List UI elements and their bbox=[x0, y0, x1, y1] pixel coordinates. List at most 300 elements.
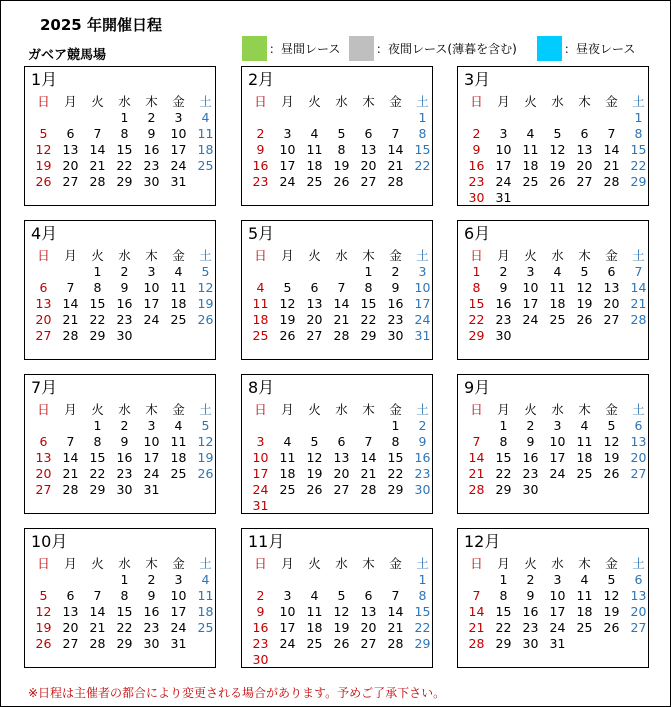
day-cell bbox=[57, 264, 84, 280]
day-cell: 9 bbox=[418, 434, 427, 449]
day-cell: 21 bbox=[468, 466, 485, 481]
day-cell: 29 bbox=[495, 482, 512, 497]
weekday-label: 木 bbox=[578, 556, 591, 571]
weekday-label: 金 bbox=[172, 94, 185, 109]
day-cell: 17 bbox=[279, 158, 296, 173]
day-cell: 12 bbox=[576, 280, 593, 295]
day-cell: 18 bbox=[306, 158, 323, 173]
month-grid bbox=[463, 248, 652, 344]
day-cell: 30 bbox=[522, 482, 539, 497]
day-cell: 16 bbox=[143, 142, 160, 157]
day-cell: 19 bbox=[279, 312, 296, 327]
weekday-header bbox=[30, 248, 219, 264]
day-cell: 24 bbox=[279, 636, 296, 651]
day-cell: 28 bbox=[62, 482, 79, 497]
weekday-label: 木 bbox=[362, 402, 375, 417]
week-row bbox=[247, 652, 436, 668]
day-cell: 13 bbox=[333, 450, 350, 465]
month-grid bbox=[247, 556, 436, 668]
day-cell: 25 bbox=[279, 482, 296, 497]
month-title: 12月 bbox=[464, 532, 501, 551]
week-row bbox=[247, 142, 436, 158]
weekday-label: 木 bbox=[578, 402, 591, 417]
day-cell: 20 bbox=[630, 604, 647, 619]
day-cell: 19 bbox=[576, 296, 593, 311]
day-cell: 8 bbox=[120, 126, 129, 141]
day-cell: 16 bbox=[252, 158, 269, 173]
day-cell bbox=[192, 482, 219, 498]
day-cell: 2 bbox=[256, 588, 265, 603]
day-cell: 26 bbox=[306, 482, 323, 497]
day-cell bbox=[328, 652, 355, 668]
week-row bbox=[30, 466, 219, 482]
day-cell: 19 bbox=[197, 450, 214, 465]
day-cell: 7 bbox=[337, 280, 346, 295]
day-cell: 13 bbox=[62, 604, 79, 619]
week-row bbox=[247, 174, 436, 190]
day-cell: 17 bbox=[143, 450, 160, 465]
day-cell: 16 bbox=[387, 296, 404, 311]
week-row bbox=[463, 482, 652, 498]
day-cell: 27 bbox=[333, 482, 350, 497]
day-cell: 29 bbox=[387, 482, 404, 497]
day-cell: 26 bbox=[197, 466, 214, 481]
month-block bbox=[241, 374, 433, 514]
day-cell bbox=[625, 190, 652, 206]
day-cell: 10 bbox=[414, 280, 431, 295]
day-cell bbox=[84, 572, 111, 588]
weekday-label: 月 bbox=[64, 94, 77, 109]
day-cell: 13 bbox=[360, 142, 377, 157]
week-row bbox=[463, 434, 652, 450]
day-cell: 24 bbox=[549, 466, 566, 481]
day-cell: 14 bbox=[468, 450, 485, 465]
weekday-label: 金 bbox=[172, 556, 185, 571]
day-cell: 5 bbox=[201, 418, 210, 433]
day-cell: 8 bbox=[93, 434, 102, 449]
day-cell: 13 bbox=[630, 434, 647, 449]
month-title: 8月 bbox=[248, 378, 275, 397]
day-cell: 2 bbox=[526, 572, 535, 587]
day-cell: 2 bbox=[120, 418, 129, 433]
month-grid bbox=[30, 94, 219, 190]
week-row bbox=[30, 636, 219, 652]
day-cell: 28 bbox=[360, 482, 377, 497]
legend-swatch-daynight bbox=[537, 36, 562, 61]
day-cell: 11 bbox=[522, 142, 539, 157]
weekday-label: 月 bbox=[64, 248, 77, 263]
day-cell: 2 bbox=[472, 126, 481, 141]
day-cell: 26 bbox=[333, 636, 350, 651]
day-cell: 20 bbox=[35, 312, 52, 327]
weekday-header bbox=[30, 402, 219, 418]
day-cell: 17 bbox=[170, 142, 187, 157]
legend-swatch-night bbox=[349, 36, 374, 61]
day-cell: 12 bbox=[603, 588, 620, 603]
day-cell: 20 bbox=[630, 450, 647, 465]
weekday-label: 月 bbox=[281, 94, 294, 109]
day-cell bbox=[409, 652, 436, 668]
day-cell: 1 bbox=[499, 572, 508, 587]
day-cell: 25 bbox=[197, 158, 214, 173]
day-cell: 9 bbox=[526, 588, 535, 603]
weekday-label: 日 bbox=[470, 556, 483, 571]
day-cell: 15 bbox=[360, 296, 377, 311]
month-title: 9月 bbox=[464, 378, 491, 397]
day-cell: 12 bbox=[197, 280, 214, 295]
day-cell: 23 bbox=[116, 312, 133, 327]
day-cell: 6 bbox=[337, 434, 346, 449]
day-cell bbox=[247, 110, 274, 126]
day-cell: 27 bbox=[306, 328, 323, 343]
weekday-label: 木 bbox=[362, 94, 375, 109]
week-row bbox=[247, 636, 436, 652]
day-cell: 21 bbox=[62, 312, 79, 327]
weekday-label: 金 bbox=[389, 248, 402, 263]
footnote: ※日程は主催者の都合により変更される場合があります。予めご了承下さい。 bbox=[28, 686, 446, 700]
day-cell: 23 bbox=[522, 620, 539, 635]
day-cell: 21 bbox=[360, 466, 377, 481]
day-cell: 5 bbox=[553, 126, 562, 141]
day-cell: 5 bbox=[337, 126, 346, 141]
day-cell: 27 bbox=[62, 636, 79, 651]
day-cell: 22 bbox=[89, 312, 106, 327]
day-cell: 14 bbox=[333, 296, 350, 311]
day-cell: 15 bbox=[495, 450, 512, 465]
day-cell: 30 bbox=[116, 328, 133, 343]
week-row bbox=[30, 604, 219, 620]
week-row bbox=[30, 280, 219, 296]
day-cell: 19 bbox=[333, 158, 350, 173]
day-cell: 11 bbox=[306, 142, 323, 157]
day-cell: 11 bbox=[576, 588, 593, 603]
day-cell: 7 bbox=[472, 434, 481, 449]
weekday-label: 土 bbox=[416, 248, 429, 263]
day-cell: 2 bbox=[147, 110, 156, 125]
week-row bbox=[247, 110, 436, 126]
day-cell: 20 bbox=[35, 466, 52, 481]
day-cell bbox=[409, 174, 436, 190]
day-cell: 3 bbox=[147, 264, 156, 279]
day-cell: 22 bbox=[116, 620, 133, 635]
day-cell: 23 bbox=[414, 466, 431, 481]
day-cell: 6 bbox=[66, 126, 75, 141]
weekday-label: 火 bbox=[308, 248, 321, 263]
day-cell bbox=[598, 328, 625, 344]
day-cell: 10 bbox=[495, 142, 512, 157]
weekday-label: 水 bbox=[335, 556, 348, 571]
day-cell: 9 bbox=[472, 142, 481, 157]
day-cell bbox=[274, 652, 301, 668]
day-cell bbox=[625, 328, 652, 344]
week-row bbox=[463, 158, 652, 174]
weekday-label: 火 bbox=[308, 556, 321, 571]
day-cell: 23 bbox=[468, 174, 485, 189]
weekday-header bbox=[463, 94, 652, 110]
day-cell: 30 bbox=[387, 328, 404, 343]
day-cell: 23 bbox=[116, 466, 133, 481]
day-cell: 26 bbox=[35, 636, 52, 651]
week-row bbox=[463, 312, 652, 328]
day-cell bbox=[355, 572, 382, 588]
day-cell: 5 bbox=[607, 418, 616, 433]
day-cell bbox=[598, 190, 625, 206]
day-cell bbox=[598, 482, 625, 498]
day-cell: 2 bbox=[120, 264, 129, 279]
day-cell: 25 bbox=[197, 620, 214, 635]
day-cell: 14 bbox=[603, 142, 620, 157]
day-cell: 14 bbox=[468, 604, 485, 619]
day-cell: 27 bbox=[576, 174, 593, 189]
day-cell: 1 bbox=[418, 110, 427, 125]
day-cell: 14 bbox=[387, 604, 404, 619]
day-cell: 6 bbox=[607, 264, 616, 279]
day-cell: 8 bbox=[337, 142, 346, 157]
day-cell: 28 bbox=[603, 174, 620, 189]
day-cell: 11 bbox=[306, 604, 323, 619]
day-cell: 14 bbox=[62, 450, 79, 465]
month-grid bbox=[30, 248, 219, 344]
legend-label: ：昼間レース bbox=[269, 42, 341, 56]
day-cell: 13 bbox=[62, 142, 79, 157]
week-row bbox=[30, 572, 219, 588]
day-cell: 1 bbox=[634, 110, 643, 125]
day-cell: 3 bbox=[418, 264, 427, 279]
day-cell: 8 bbox=[499, 588, 508, 603]
weekday-label: 土 bbox=[199, 402, 212, 417]
day-cell: 7 bbox=[472, 588, 481, 603]
day-cell: 27 bbox=[35, 482, 52, 497]
day-cell: 3 bbox=[147, 418, 156, 433]
day-cell: 14 bbox=[360, 450, 377, 465]
day-cell: 4 bbox=[201, 572, 210, 587]
day-cell: 28 bbox=[630, 312, 647, 327]
month-block bbox=[24, 374, 216, 514]
day-cell bbox=[57, 110, 84, 126]
weekday-label: 日 bbox=[470, 248, 483, 263]
month-title: 7月 bbox=[31, 378, 58, 397]
week-row bbox=[463, 604, 652, 620]
day-cell bbox=[463, 418, 490, 434]
month-grid bbox=[247, 402, 436, 514]
day-cell: 21 bbox=[387, 158, 404, 173]
day-cell: 3 bbox=[499, 126, 508, 141]
day-cell: 30 bbox=[522, 636, 539, 651]
week-row bbox=[30, 450, 219, 466]
day-cell: 23 bbox=[522, 466, 539, 481]
weekday-label: 水 bbox=[551, 556, 564, 571]
day-cell: 6 bbox=[39, 280, 48, 295]
day-cell: 3 bbox=[256, 434, 265, 449]
day-cell: 18 bbox=[170, 296, 187, 311]
day-cell: 30 bbox=[414, 482, 431, 497]
weekday-label: 木 bbox=[145, 94, 158, 109]
week-row bbox=[30, 588, 219, 604]
day-cell: 18 bbox=[279, 466, 296, 481]
month-title: 1月 bbox=[31, 70, 58, 89]
day-cell: 8 bbox=[634, 126, 643, 141]
day-cell: 16 bbox=[468, 158, 485, 173]
day-cell: 6 bbox=[66, 588, 75, 603]
day-cell: 2 bbox=[526, 418, 535, 433]
day-cell: 30 bbox=[143, 636, 160, 651]
day-cell: 2 bbox=[418, 418, 427, 433]
week-row bbox=[247, 498, 436, 514]
day-cell: 25 bbox=[306, 174, 323, 189]
day-cell: 6 bbox=[39, 434, 48, 449]
day-cell: 16 bbox=[522, 450, 539, 465]
weekday-label: 木 bbox=[145, 248, 158, 263]
day-cell: 24 bbox=[143, 466, 160, 481]
day-cell: 13 bbox=[360, 604, 377, 619]
day-cell bbox=[409, 498, 436, 514]
day-cell: 6 bbox=[364, 588, 373, 603]
weekday-label: 木 bbox=[362, 248, 375, 263]
day-cell: 8 bbox=[391, 434, 400, 449]
weekday-header bbox=[247, 248, 436, 264]
weekday-label: 金 bbox=[389, 94, 402, 109]
day-cell: 19 bbox=[603, 450, 620, 465]
day-cell bbox=[301, 572, 328, 588]
weekday-label: 火 bbox=[308, 94, 321, 109]
day-cell: 22 bbox=[468, 312, 485, 327]
day-cell bbox=[517, 110, 544, 126]
day-cell: 24 bbox=[170, 158, 187, 173]
day-cell: 12 bbox=[279, 296, 296, 311]
day-cell: 7 bbox=[66, 434, 75, 449]
weekday-label: 金 bbox=[605, 402, 618, 417]
month-grid bbox=[463, 556, 652, 652]
weekday-label: 水 bbox=[335, 94, 348, 109]
day-cell: 4 bbox=[580, 418, 589, 433]
day-cell bbox=[192, 636, 219, 652]
month-grid bbox=[463, 402, 652, 498]
week-row bbox=[30, 142, 219, 158]
day-cell: 16 bbox=[522, 604, 539, 619]
day-cell: 5 bbox=[310, 434, 319, 449]
week-row bbox=[247, 450, 436, 466]
day-cell bbox=[274, 498, 301, 514]
day-cell: 26 bbox=[603, 620, 620, 635]
legend-swatch-day bbox=[242, 36, 267, 61]
day-cell: 31 bbox=[170, 636, 187, 651]
day-cell: 18 bbox=[306, 620, 323, 635]
day-cell bbox=[192, 328, 219, 344]
day-cell: 10 bbox=[143, 434, 160, 449]
day-cell: 16 bbox=[143, 604, 160, 619]
day-cell: 23 bbox=[252, 174, 269, 189]
weekday-label: 土 bbox=[416, 556, 429, 571]
week-row bbox=[247, 126, 436, 142]
day-cell: 29 bbox=[414, 636, 431, 651]
weekday-label: 木 bbox=[145, 556, 158, 571]
day-cell: 7 bbox=[607, 126, 616, 141]
day-cell: 3 bbox=[283, 588, 292, 603]
day-cell: 30 bbox=[116, 482, 133, 497]
weekday-label: 水 bbox=[551, 248, 564, 263]
day-cell: 24 bbox=[279, 174, 296, 189]
day-cell: 22 bbox=[387, 466, 404, 481]
day-cell: 2 bbox=[499, 264, 508, 279]
day-cell: 11 bbox=[170, 434, 187, 449]
day-cell: 12 bbox=[35, 604, 52, 619]
month-block bbox=[457, 528, 649, 668]
week-row bbox=[463, 110, 652, 126]
day-cell: 4 bbox=[310, 588, 319, 603]
day-cell: 25 bbox=[522, 174, 539, 189]
day-cell bbox=[463, 572, 490, 588]
week-row bbox=[463, 328, 652, 344]
day-cell: 17 bbox=[495, 158, 512, 173]
day-cell: 18 bbox=[197, 604, 214, 619]
weekday-label: 月 bbox=[64, 556, 77, 571]
day-cell: 27 bbox=[630, 466, 647, 481]
day-cell: 10 bbox=[279, 604, 296, 619]
weekday-label: 土 bbox=[199, 556, 212, 571]
week-row bbox=[247, 572, 436, 588]
day-cell: 28 bbox=[387, 636, 404, 651]
week-row bbox=[30, 296, 219, 312]
day-cell: 27 bbox=[630, 620, 647, 635]
day-cell: 15 bbox=[89, 296, 106, 311]
weekday-label: 火 bbox=[308, 402, 321, 417]
day-cell: 19 bbox=[35, 158, 52, 173]
day-cell bbox=[84, 110, 111, 126]
day-cell: 31 bbox=[495, 190, 512, 205]
month-block bbox=[24, 220, 216, 360]
day-cell: 6 bbox=[310, 280, 319, 295]
weekday-label: 日 bbox=[254, 94, 267, 109]
day-cell: 8 bbox=[499, 434, 508, 449]
weekday-label: 金 bbox=[605, 248, 618, 263]
day-cell: 7 bbox=[364, 434, 373, 449]
day-cell: 1 bbox=[120, 110, 129, 125]
day-cell: 11 bbox=[197, 588, 214, 603]
weekday-label: 水 bbox=[118, 402, 131, 417]
day-cell: 27 bbox=[360, 636, 377, 651]
day-cell: 24 bbox=[414, 312, 431, 327]
day-cell bbox=[328, 498, 355, 514]
day-cell: 22 bbox=[116, 158, 133, 173]
day-cell bbox=[247, 264, 274, 280]
day-cell: 11 bbox=[279, 450, 296, 465]
week-row bbox=[30, 418, 219, 434]
day-cell: 3 bbox=[553, 418, 562, 433]
weekday-label: 月 bbox=[497, 248, 510, 263]
day-cell bbox=[192, 174, 219, 190]
day-cell: 10 bbox=[143, 280, 160, 295]
day-cell: 22 bbox=[495, 620, 512, 635]
day-cell: 17 bbox=[414, 296, 431, 311]
weekday-label: 火 bbox=[524, 248, 537, 263]
day-cell: 1 bbox=[120, 572, 129, 587]
weekday-label: 火 bbox=[91, 402, 104, 417]
day-cell: 17 bbox=[143, 296, 160, 311]
day-cell bbox=[301, 110, 328, 126]
day-cell bbox=[274, 418, 301, 434]
day-cell bbox=[463, 110, 490, 126]
day-cell: 15 bbox=[414, 604, 431, 619]
week-row bbox=[463, 450, 652, 466]
day-cell: 20 bbox=[576, 158, 593, 173]
day-cell: 7 bbox=[66, 280, 75, 295]
day-cell: 31 bbox=[170, 174, 187, 189]
week-row bbox=[247, 482, 436, 498]
day-cell bbox=[30, 572, 57, 588]
weekday-label: 土 bbox=[632, 556, 645, 571]
day-cell: 29 bbox=[116, 174, 133, 189]
day-cell: 29 bbox=[116, 636, 133, 651]
